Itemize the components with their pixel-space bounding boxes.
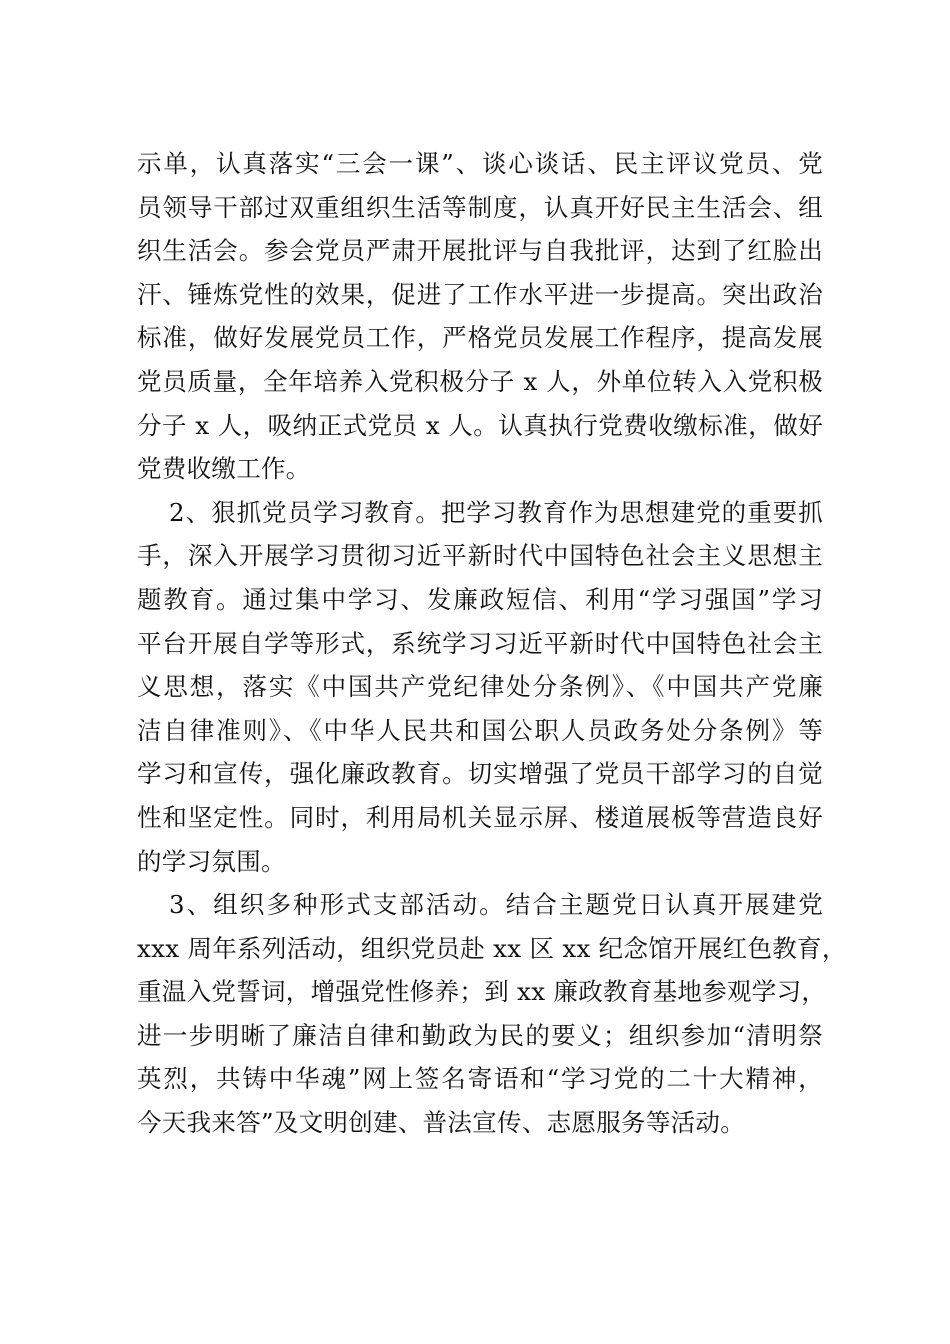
body-text — [137, 142, 847, 1145]
paragraph-study-education — [137, 491, 823, 883]
paragraph-party-organization — [137, 142, 823, 491]
text-line: 员领导干部过双重组织生活等制度，认真开好民主生活会、组 — [137, 192, 823, 222]
text-line: 义思想，落实《中国共产党纪律处分条例》、《中国共产党廉 — [137, 672, 823, 702]
text-line: 党费收缴工作。 — [137, 454, 311, 484]
text-line: 分子 x 人，吸纳正式党员 x 人。认真执行党费收缴标准，做好 — [137, 410, 823, 440]
text-line: 2、狠抓党员学习教育。把学习教育作为思想建党的重要抓 — [169, 497, 823, 527]
text-line: 英烈，共铸中华魂”网上签名寄语和“学习党的二十大精神， — [137, 1064, 823, 1094]
text-line: 今天我来答”及文明创建、普法宣传、志愿服务等活动。 — [137, 1108, 746, 1138]
text-line: xxx 周年系列活动，组织党员赴 xx 区 xx 纪念馆开展红色教育， — [137, 933, 847, 963]
text-line: 的学习氛围。 — [137, 846, 286, 876]
text-line: 进一步明晰了廉洁自律和勤政为民的要义；组织参加“清明祭 — [137, 1020, 823, 1050]
text-line: 题教育。通过集中学习、发廉政短信、利用“学习强国”学习 — [137, 584, 823, 614]
text-line: 平台开展自学等形式，系统学习习近平新时代中国特色社会主 — [137, 628, 823, 658]
text-line: 洁自律准则》、《中华人民共和国公职人员政务处分条例》等 — [137, 715, 823, 745]
text-line: 示单，认真落实“三会一课”、谈心谈话、民主评议党员、党 — [137, 149, 823, 178]
text-line: 织生活会。参会党员严肃开展批评与自我批评，达到了红脸出 — [137, 236, 823, 266]
text-line: 性和坚定性。同时，利用局机关显示屏、楼道展板等营造良好 — [137, 802, 823, 832]
text-line: 手，深入开展学习贯彻习近平新时代中国特色社会主义思想主 — [137, 541, 823, 571]
text-line: 重温入党誓词，增强党性修养；到 xx 廉政教育基地参观学习， — [137, 977, 827, 1007]
paragraph-branch-activities — [137, 883, 847, 1145]
text-line: 学习和宣传，强化廉政教育。切实增强了党员干部学习的自觉 — [137, 759, 823, 789]
text-line: 汗、锤炼党性的效果，促进了工作水平进一步提高。突出政治 — [137, 279, 823, 309]
text-line: 3、组织多种形式支部活动。结合主题党日认真开展建党 — [169, 890, 823, 920]
text-line: 标准，做好发展党员工作，严格党员发展工作程序，提高发展 — [137, 323, 823, 353]
text-line: 党员质量，全年培养入党积极分子 x 人，外单位转入入党积极 — [137, 366, 823, 396]
